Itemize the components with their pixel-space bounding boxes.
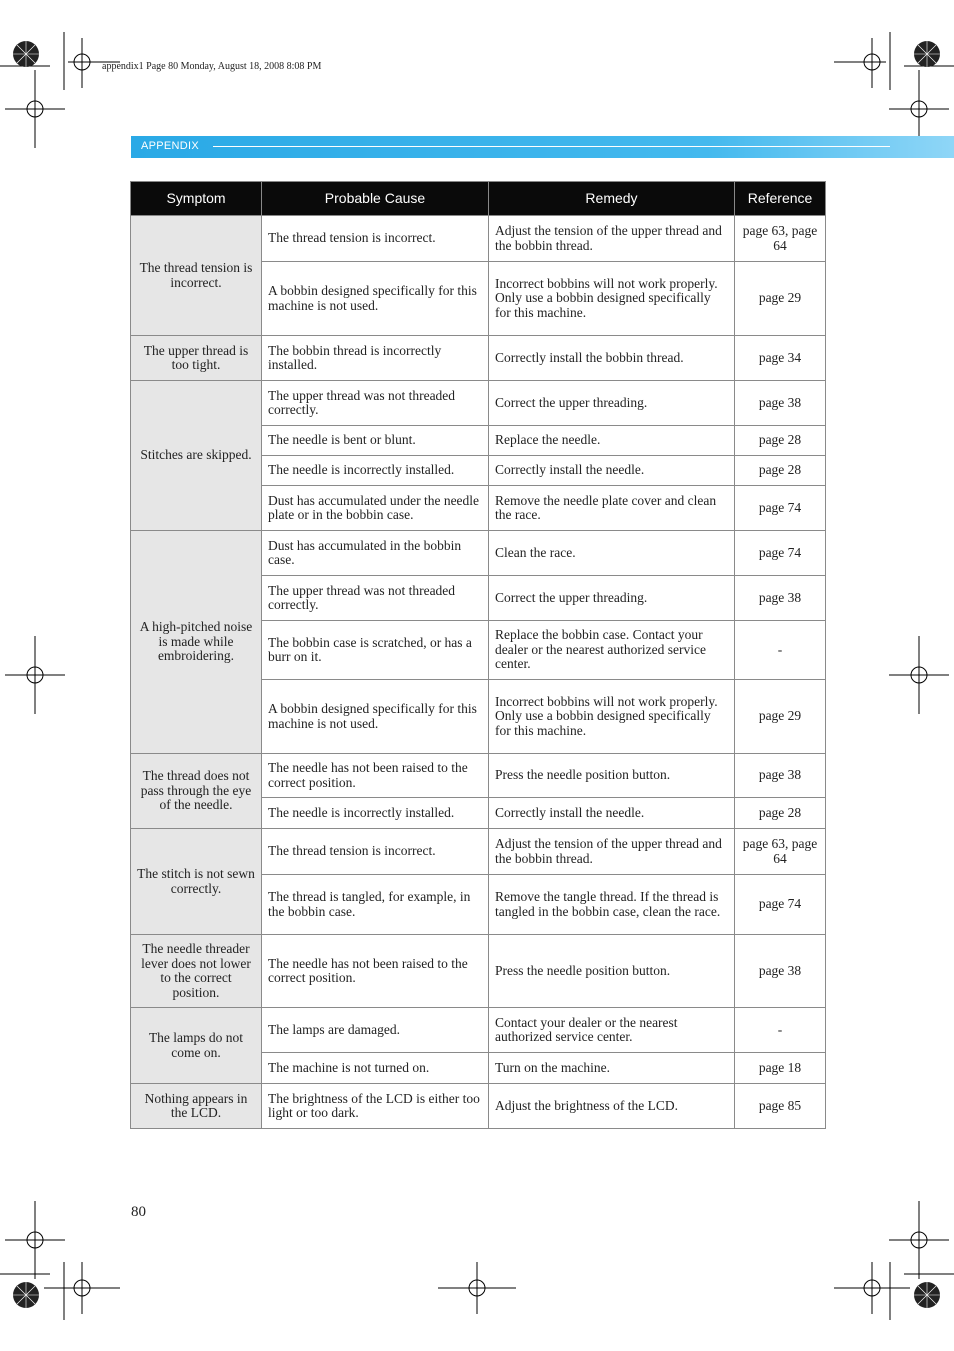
remedy-cell: Correct the upper threading. bbox=[489, 381, 735, 426]
cause-cell: The thread tension is incorrect. bbox=[262, 829, 489, 875]
cause-cell: The needle is incorrectly installed. bbox=[262, 798, 489, 829]
print-info: appendix1 Page 80 Monday, August 18, 2008 8:08 PM bbox=[102, 61, 322, 72]
table-row bbox=[131, 531, 826, 576]
symptom-cell: The thread does not pass through the eye of the needle. bbox=[131, 754, 262, 829]
remedy-cell: Contact your dealer or the nearest authorized service center. bbox=[489, 1008, 735, 1053]
cause-cell: The bobbin thread is incorrectly installed. bbox=[262, 336, 489, 381]
reference-cell: page 29 bbox=[735, 680, 826, 754]
header-reference: Reference bbox=[735, 182, 826, 216]
table-row bbox=[131, 1008, 826, 1053]
symptom-cell: The stitch is not sewn correctly. bbox=[131, 829, 262, 935]
cause-cell: The bobbin case is scratched, or has a burr on it. bbox=[262, 621, 489, 680]
table-row bbox=[131, 754, 826, 798]
remedy-cell: Clean the race. bbox=[489, 531, 735, 576]
remedy-cell: Remove the needle plate cover and clean the race. bbox=[489, 486, 735, 531]
cause-cell: The needle has not been raised to the correct position. bbox=[262, 754, 489, 798]
table-row bbox=[131, 829, 826, 875]
remedy-cell: Turn on the machine. bbox=[489, 1053, 735, 1084]
cause-cell: A bobbin designed specifically for this machine is not used. bbox=[262, 680, 489, 754]
section-label: APPENDIX bbox=[141, 140, 200, 152]
header-symptom: Symptom bbox=[131, 182, 262, 216]
cause-cell: The needle is incorrectly installed. bbox=[262, 456, 489, 486]
cause-cell: The upper thread was not threaded correctly. bbox=[262, 381, 489, 426]
symptom-cell: Nothing appears in the LCD. bbox=[131, 1084, 262, 1129]
remedy-cell: Correct the upper threading. bbox=[489, 576, 735, 621]
symptom-cell: Stitches are skipped. bbox=[131, 381, 262, 531]
table-row bbox=[131, 935, 826, 1008]
remedy-cell: Adjust the tension of the upper thread and the bobbin thread. bbox=[489, 829, 735, 875]
remedy-cell: Press the needle position button. bbox=[489, 754, 735, 798]
table-header-row bbox=[131, 182, 826, 216]
table-row bbox=[131, 336, 826, 381]
reference-cell: page 34 bbox=[735, 336, 826, 381]
table-row bbox=[131, 1084, 826, 1129]
reference-cell: page 74 bbox=[735, 486, 826, 531]
reference-cell: page 18 bbox=[735, 1053, 826, 1084]
remedy-cell: Correctly install the needle. bbox=[489, 456, 735, 486]
reference-cell: page 38 bbox=[735, 381, 826, 426]
remedy-cell: Replace the needle. bbox=[489, 426, 735, 456]
remedy-cell: Replace the bobbin case. Contact your dealer or the nearest authorized service center. bbox=[489, 621, 735, 680]
cause-cell: The needle is bent or blunt. bbox=[262, 426, 489, 456]
troubleshooting-table bbox=[130, 181, 826, 1129]
reference-cell: page 29 bbox=[735, 262, 826, 336]
reference-cell: page 28 bbox=[735, 456, 826, 486]
remedy-cell: Remove the tangle thread. If the thread is tangled in the bobbin case, clean the race. bbox=[489, 875, 735, 935]
reference-cell: page 38 bbox=[735, 754, 826, 798]
remedy-cell: Correctly install the needle. bbox=[489, 798, 735, 829]
reference-cell: - bbox=[735, 1008, 826, 1053]
remedy-cell: Adjust the tension of the upper thread and the bobbin thread. bbox=[489, 216, 735, 262]
symptom-cell: The upper thread is too tight. bbox=[131, 336, 262, 381]
banner-rule bbox=[213, 146, 890, 147]
reference-cell: page 38 bbox=[735, 576, 826, 621]
cause-cell: The machine is not turned on. bbox=[262, 1053, 489, 1084]
symptom-cell: The needle threader lever does not lower to the correct position. bbox=[131, 935, 262, 1008]
page-number: 80 bbox=[131, 1204, 146, 1220]
section-banner bbox=[131, 136, 954, 158]
cause-cell: The thread tension is incorrect. bbox=[262, 216, 489, 262]
cause-cell: Dust has accumulated in the bobbin case. bbox=[262, 531, 489, 576]
cause-cell: The upper thread was not threaded correctly. bbox=[262, 576, 489, 621]
remedy-cell: Incorrect bobbins will not work properly. Only use a bobbin designed specifically for this machine. bbox=[489, 262, 735, 336]
cause-cell: The thread is tangled, for example, in the bobbin case. bbox=[262, 875, 489, 935]
cause-cell: The brightness of the LCD is either too light or too dark. bbox=[262, 1084, 489, 1129]
remedy-cell: Correctly install the bobbin thread. bbox=[489, 336, 735, 381]
remedy-cell: Incorrect bobbins will not work properly. Only use a bobbin designed specifically for this machine. bbox=[489, 680, 735, 754]
reference-cell: page 74 bbox=[735, 531, 826, 576]
reference-cell: page 63, page 64 bbox=[735, 829, 826, 875]
table-row bbox=[131, 381, 826, 426]
remedy-cell: Press the needle position button. bbox=[489, 935, 735, 1008]
symptom-cell: The thread tension is incorrect. bbox=[131, 216, 262, 336]
cause-cell: The lamps are damaged. bbox=[262, 1008, 489, 1053]
table-row bbox=[131, 216, 826, 262]
cause-cell: The needle has not been raised to the correct position. bbox=[262, 935, 489, 1008]
cause-cell: A bobbin designed specifically for this machine is not used. bbox=[262, 262, 489, 336]
reference-cell: page 28 bbox=[735, 426, 826, 456]
remedy-cell: Adjust the brightness of the LCD. bbox=[489, 1084, 735, 1129]
reference-cell: page 63, page 64 bbox=[735, 216, 826, 262]
cause-cell: Dust has accumulated under the needle plate or in the bobbin case. bbox=[262, 486, 489, 531]
header-probable-cause: Probable Cause bbox=[262, 182, 489, 216]
reference-cell: page 28 bbox=[735, 798, 826, 829]
reference-cell: - bbox=[735, 621, 826, 680]
header-remedy: Remedy bbox=[489, 182, 735, 216]
reference-cell: page 74 bbox=[735, 875, 826, 935]
symptom-cell: The lamps do not come on. bbox=[131, 1008, 262, 1084]
reference-cell: page 85 bbox=[735, 1084, 826, 1129]
reference-cell: page 38 bbox=[735, 935, 826, 1008]
symptom-cell: A high-pitched noise is made while embroidering. bbox=[131, 531, 262, 754]
